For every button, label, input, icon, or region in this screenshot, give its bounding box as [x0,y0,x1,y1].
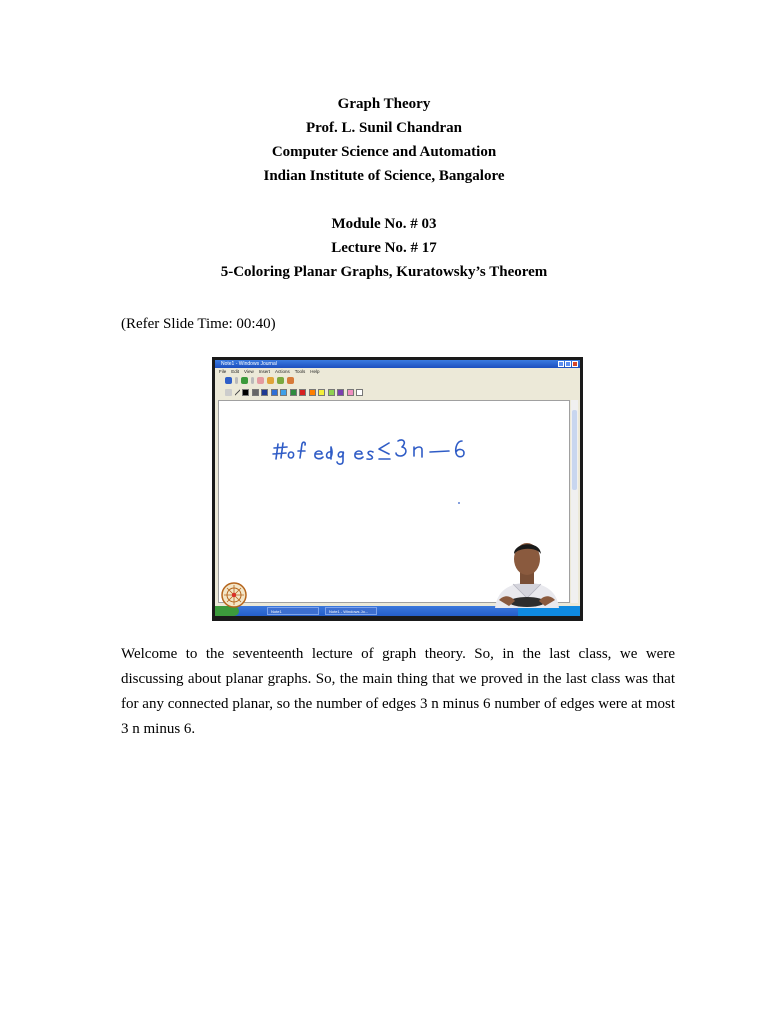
color-swatch[interactable] [347,389,354,396]
color-swatch[interactable] [280,389,287,396]
module-number: Module No. # 03 [331,216,437,232]
close-icon[interactable] [572,361,578,367]
hand-icon[interactable] [287,377,294,384]
insert-space-icon[interactable] [277,377,284,384]
lecture-number: Lecture No. # 17 [331,240,437,256]
color-swatch[interactable] [356,389,363,396]
line-tool-icon[interactable] [235,389,240,396]
color-swatch[interactable] [299,389,306,396]
course-title: Graph Theory [337,96,431,112]
menu-bar [215,368,580,375]
color-swatch[interactable] [271,389,278,396]
eraser-icon[interactable] [257,377,264,384]
minimize-icon[interactable] [558,361,564,367]
color-swatch[interactable] [309,389,316,396]
refer-slide-time: (Refer Slide Time: 00:40) [121,316,276,332]
color-swatch[interactable] [252,389,259,396]
lecturer-image [477,540,577,608]
institute-name: Indian Institute of Science, Bangalore [263,168,505,184]
pen-toolbar [215,375,580,386]
highlighter-dropdown-icon[interactable] [251,377,254,384]
window-title: Note1 - Windows Journal [221,361,277,367]
professor-name: Prof. L. Sunil Chandran [305,120,463,136]
maximize-icon[interactable] [565,361,571,367]
menu-insert[interactable]: Insert [258,369,270,374]
color-swatch[interactable] [337,389,344,396]
lecture-topic: 5-Coloring Planar Graphs, Kuratowsky’s Theorem [220,264,548,280]
nptel-logo-icon [221,582,247,608]
document-header [0,92,768,284]
journal-window [215,360,580,616]
handwritten-inequality [273,440,464,464]
color-swatch[interactable] [242,389,249,396]
menu-file[interactable]: File [219,369,227,374]
color-swatch[interactable] [328,389,335,396]
menu-edit[interactable]: Edit [231,369,240,374]
lasso-icon[interactable] [267,377,274,384]
menu-tools[interactable]: Tools [294,369,306,374]
pen-icon[interactable] [225,377,232,384]
color-swatch[interactable] [318,389,325,396]
pen-dot [458,502,460,504]
color-palette [215,387,580,398]
window-titlebar [215,360,580,368]
taskbar-item-2[interactable]: Note1 - Windows Jo... [325,607,377,615]
taskbar-item-1[interactable]: Note1 [267,607,319,615]
format-icon[interactable] [225,389,232,396]
pen-dropdown-icon[interactable] [235,377,238,384]
menu-view[interactable]: View [244,369,254,374]
color-swatch[interactable] [261,389,268,396]
menu-actions[interactable]: Actions [274,369,290,374]
department-name: Computer Science and Automation [271,144,497,160]
slide-screenshot [212,357,583,621]
color-swatch[interactable] [290,389,297,396]
highlighter-icon[interactable] [241,377,248,384]
menu-help[interactable]: Help [310,369,320,374]
body-paragraph: Welcome to the seventeenth lecture of graph theory. So, in the last class, we were discussing about planar graphs. So, the main thing that we proved in the last class was that for any connected planar, so the number of edges 3 n minus 6 number of edges were at most 3 n minus 6. [121,646,675,737]
